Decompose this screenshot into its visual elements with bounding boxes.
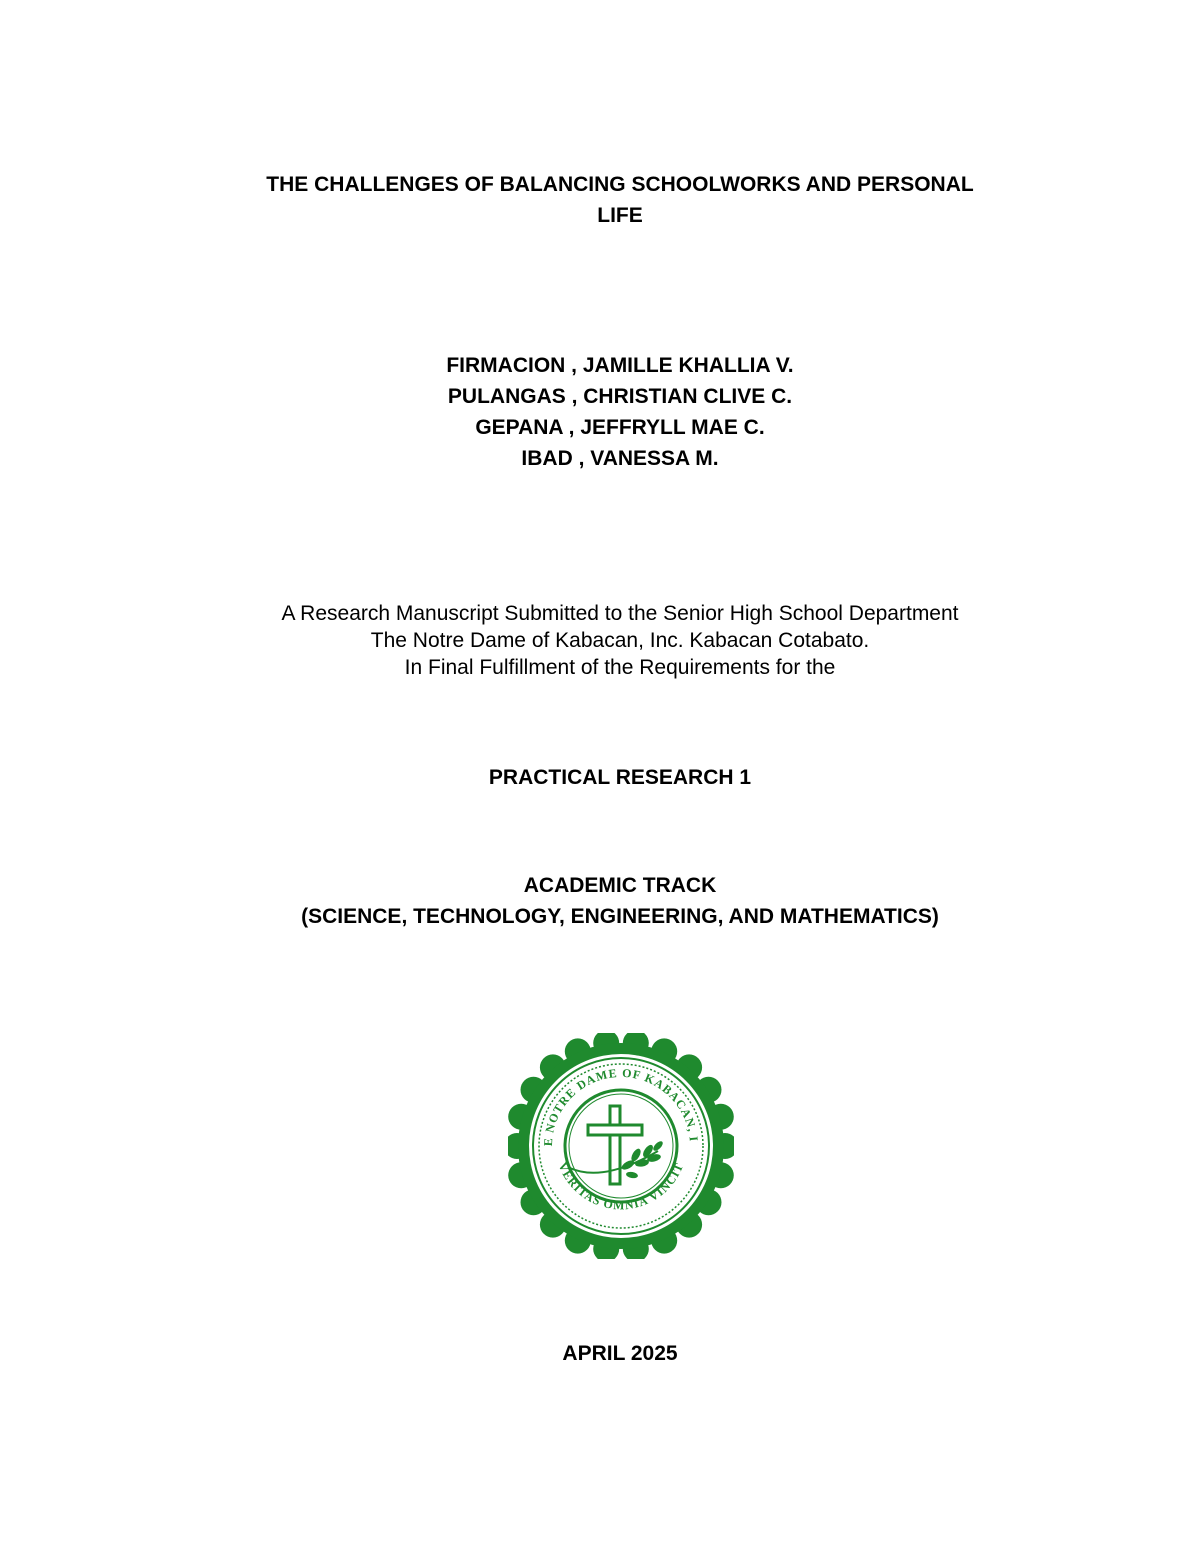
author-name: FIRMACION , JAMILLE KHALLIA V. bbox=[446, 354, 794, 377]
seal-bottom-text: VERITAS OMNIA VINCIT bbox=[555, 1160, 687, 1213]
seal-top-text: E NOTRE DAME OF KABACAN, I bbox=[540, 1065, 701, 1147]
subject-line: PRACTICAL RESEARCH 1 bbox=[488, 766, 752, 789]
submission-line-3: In Final Fulfillment of the Requirements for the bbox=[404, 656, 836, 679]
submission-statement bbox=[0, 600, 1200, 681]
school-seal-logo bbox=[508, 1033, 734, 1259]
title-line-2: LIFE bbox=[597, 204, 643, 227]
author-name: IBAD , VANESSA M. bbox=[521, 447, 719, 470]
submission-date bbox=[0, 1338, 1200, 1369]
author-name: GEPANA , JEFFRYLL MAE C. bbox=[475, 416, 765, 439]
seal-graphic bbox=[508, 1033, 734, 1259]
author-name: PULANGAS , CHRISTIAN CLIVE C. bbox=[447, 385, 793, 408]
date-line: APRIL 2025 bbox=[562, 1342, 678, 1365]
submission-line-2: The Notre Dame of Kabacan, Inc. Kabacan Cotabato. bbox=[370, 629, 870, 652]
subject-title bbox=[0, 762, 1200, 793]
academic-track bbox=[0, 870, 1200, 932]
title-line-1: THE CHALLENGES OF BALANCING SCHOOLWORKS AND PERSONAL bbox=[266, 173, 974, 196]
track-line-2: (SCIENCE, TECHNOLOGY, ENGINEERING, AND MATHEMATICS) bbox=[301, 905, 939, 928]
track-line-1: ACADEMIC TRACK bbox=[523, 874, 717, 897]
submission-line-1: A Research Manuscript Submitted to the Senior High School Department bbox=[281, 602, 959, 625]
document-title bbox=[0, 169, 1200, 231]
author-list bbox=[0, 350, 1200, 474]
